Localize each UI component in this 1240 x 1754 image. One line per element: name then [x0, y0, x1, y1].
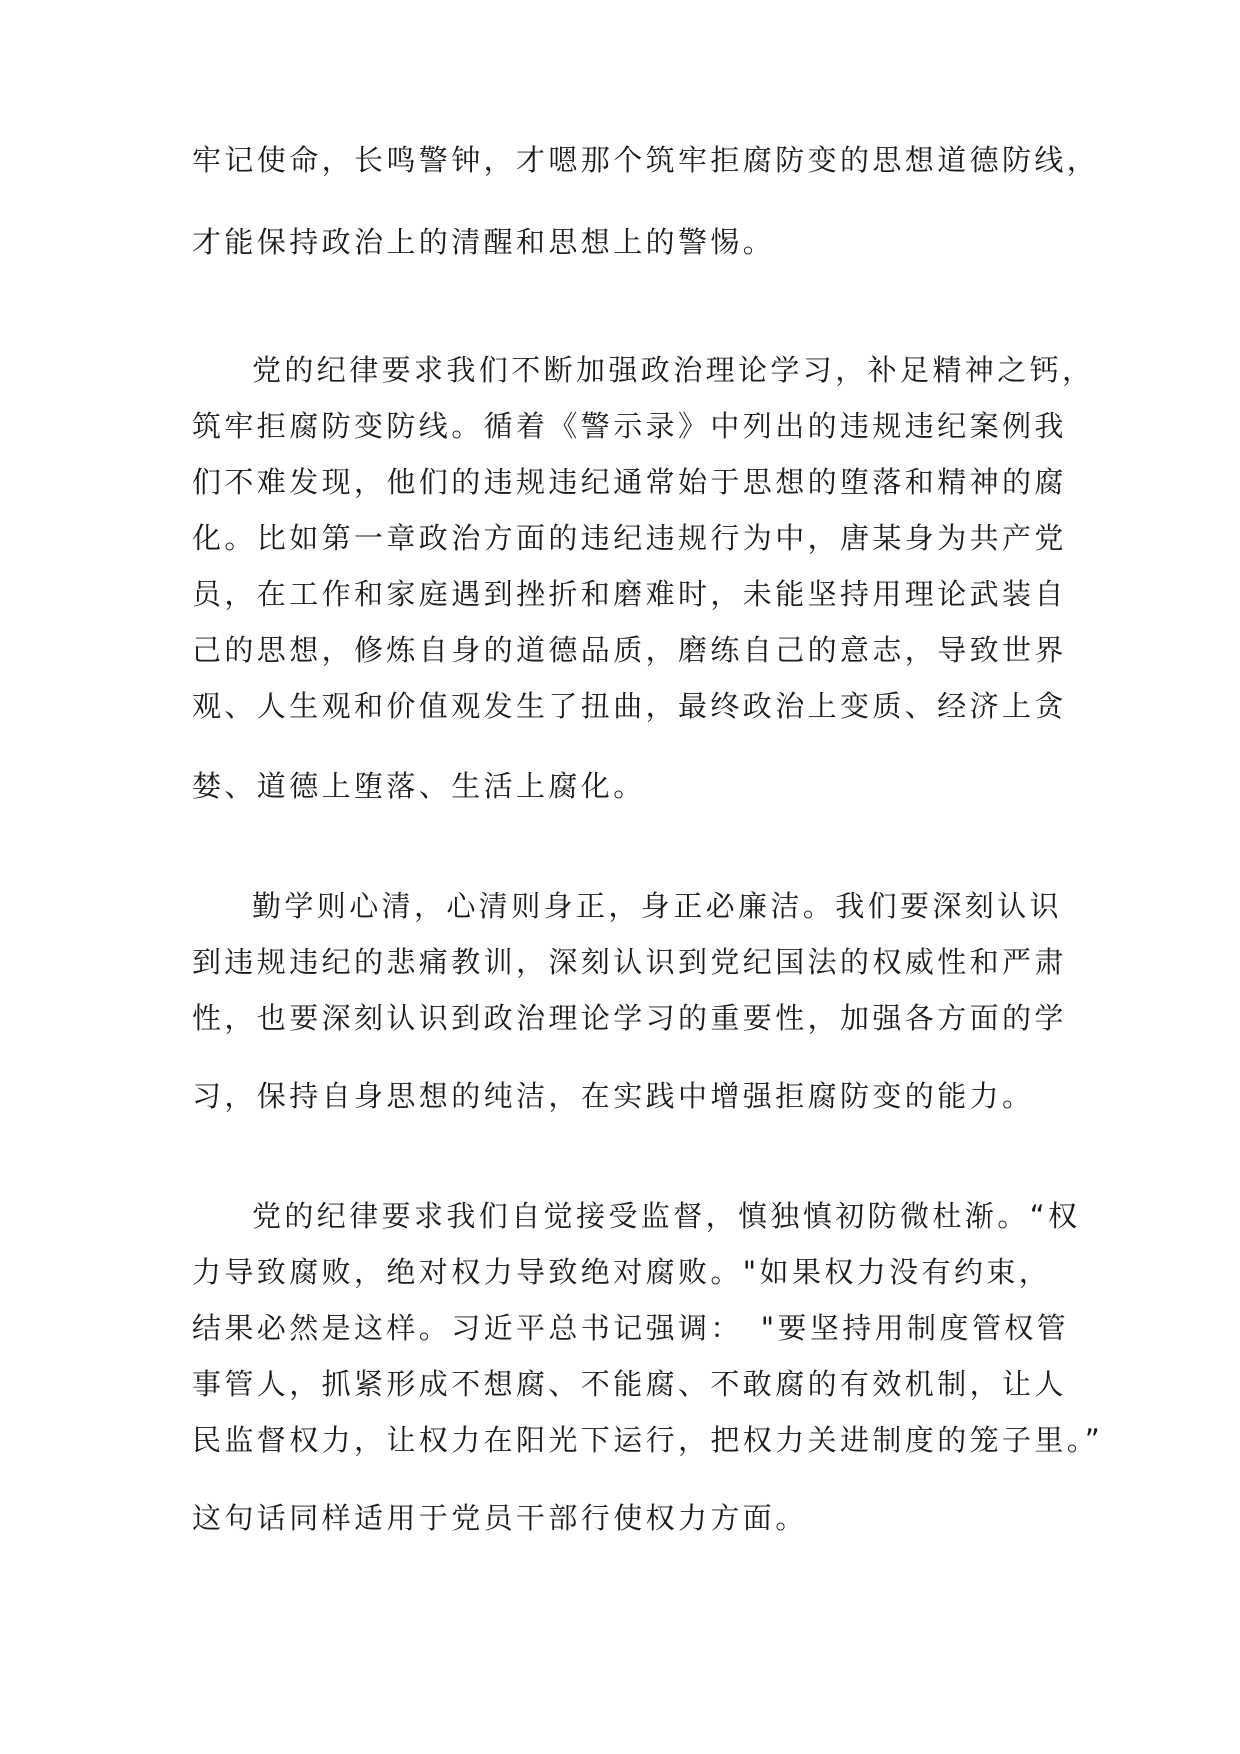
- text-line: 才能保持政治上的清醒和思想上的警惕。: [192, 225, 776, 259]
- text-line: 己的思想，修炼自身的道德品质，磨练自己的意志，导致世界: [192, 633, 1067, 667]
- text-line: 到违规违纪的悲痛教训，深刻认识到党纪国法的权威性和严肃: [192, 945, 1067, 979]
- text-line: 勤学则心清，心清则身正，身正必廉洁。我们要深刻认识: [252, 889, 1063, 923]
- text-line: 结果必然是这样。习近平总书记强调： "要坚持用制度管权管: [192, 1311, 1070, 1345]
- text-line: 习，保持自身思想的纯洁，在实践中增强拒腐防变的能力。: [192, 1079, 1035, 1113]
- text-line: 这句话同样适用于党员干部行使权力方面。: [192, 1501, 808, 1535]
- text-line: 事管人，抓紧形成不想腐、不能腐、不敢腐的有效机制，让人: [192, 1367, 1067, 1401]
- text-line: 党的纪律要求我们不断加强政治理论学习，补足精神之钙，: [252, 353, 1095, 387]
- text-line: 们不难发现，他们的违规违纪通常始于思想的堕落和精神的腐: [192, 465, 1067, 499]
- text-line: 员，在工作和家庭遇到挫折和磨难时，未能坚持用理论武装自: [192, 577, 1067, 611]
- text-line: 牢记使命，长鸣警钟，才嗯那个筑牢拒腐防变的思想道德防线，: [192, 143, 1100, 177]
- text-line: 民监督权力，让权力在阳光下运行，把权力关进制度的笼子里。”: [192, 1423, 1104, 1457]
- text-line: 婪、道德上堕落、生活上腐化。: [192, 769, 646, 803]
- text-line: 力导致腐败，绝对权力导致绝对腐败。"如果权力没有约束，: [192, 1255, 1052, 1289]
- text-line: 化。比如第一章政治方面的违纪违规行为中，唐某身为共产党: [192, 521, 1067, 555]
- text-line: 性，也要深刻认识到政治理论学习的重要性，加强各方面的学: [192, 1001, 1067, 1035]
- text-line: 党的纪律要求我们自觉接受监督，慎独慎初防微杜渐。“权: [252, 1199, 1081, 1233]
- text-line: 观、人生观和价值观发生了扭曲，最终政治上变质、经济上贪: [192, 689, 1067, 723]
- text-line: 筑牢拒腐防变防线。循着《警示录》中列出的违规违纪案例我: [192, 409, 1067, 443]
